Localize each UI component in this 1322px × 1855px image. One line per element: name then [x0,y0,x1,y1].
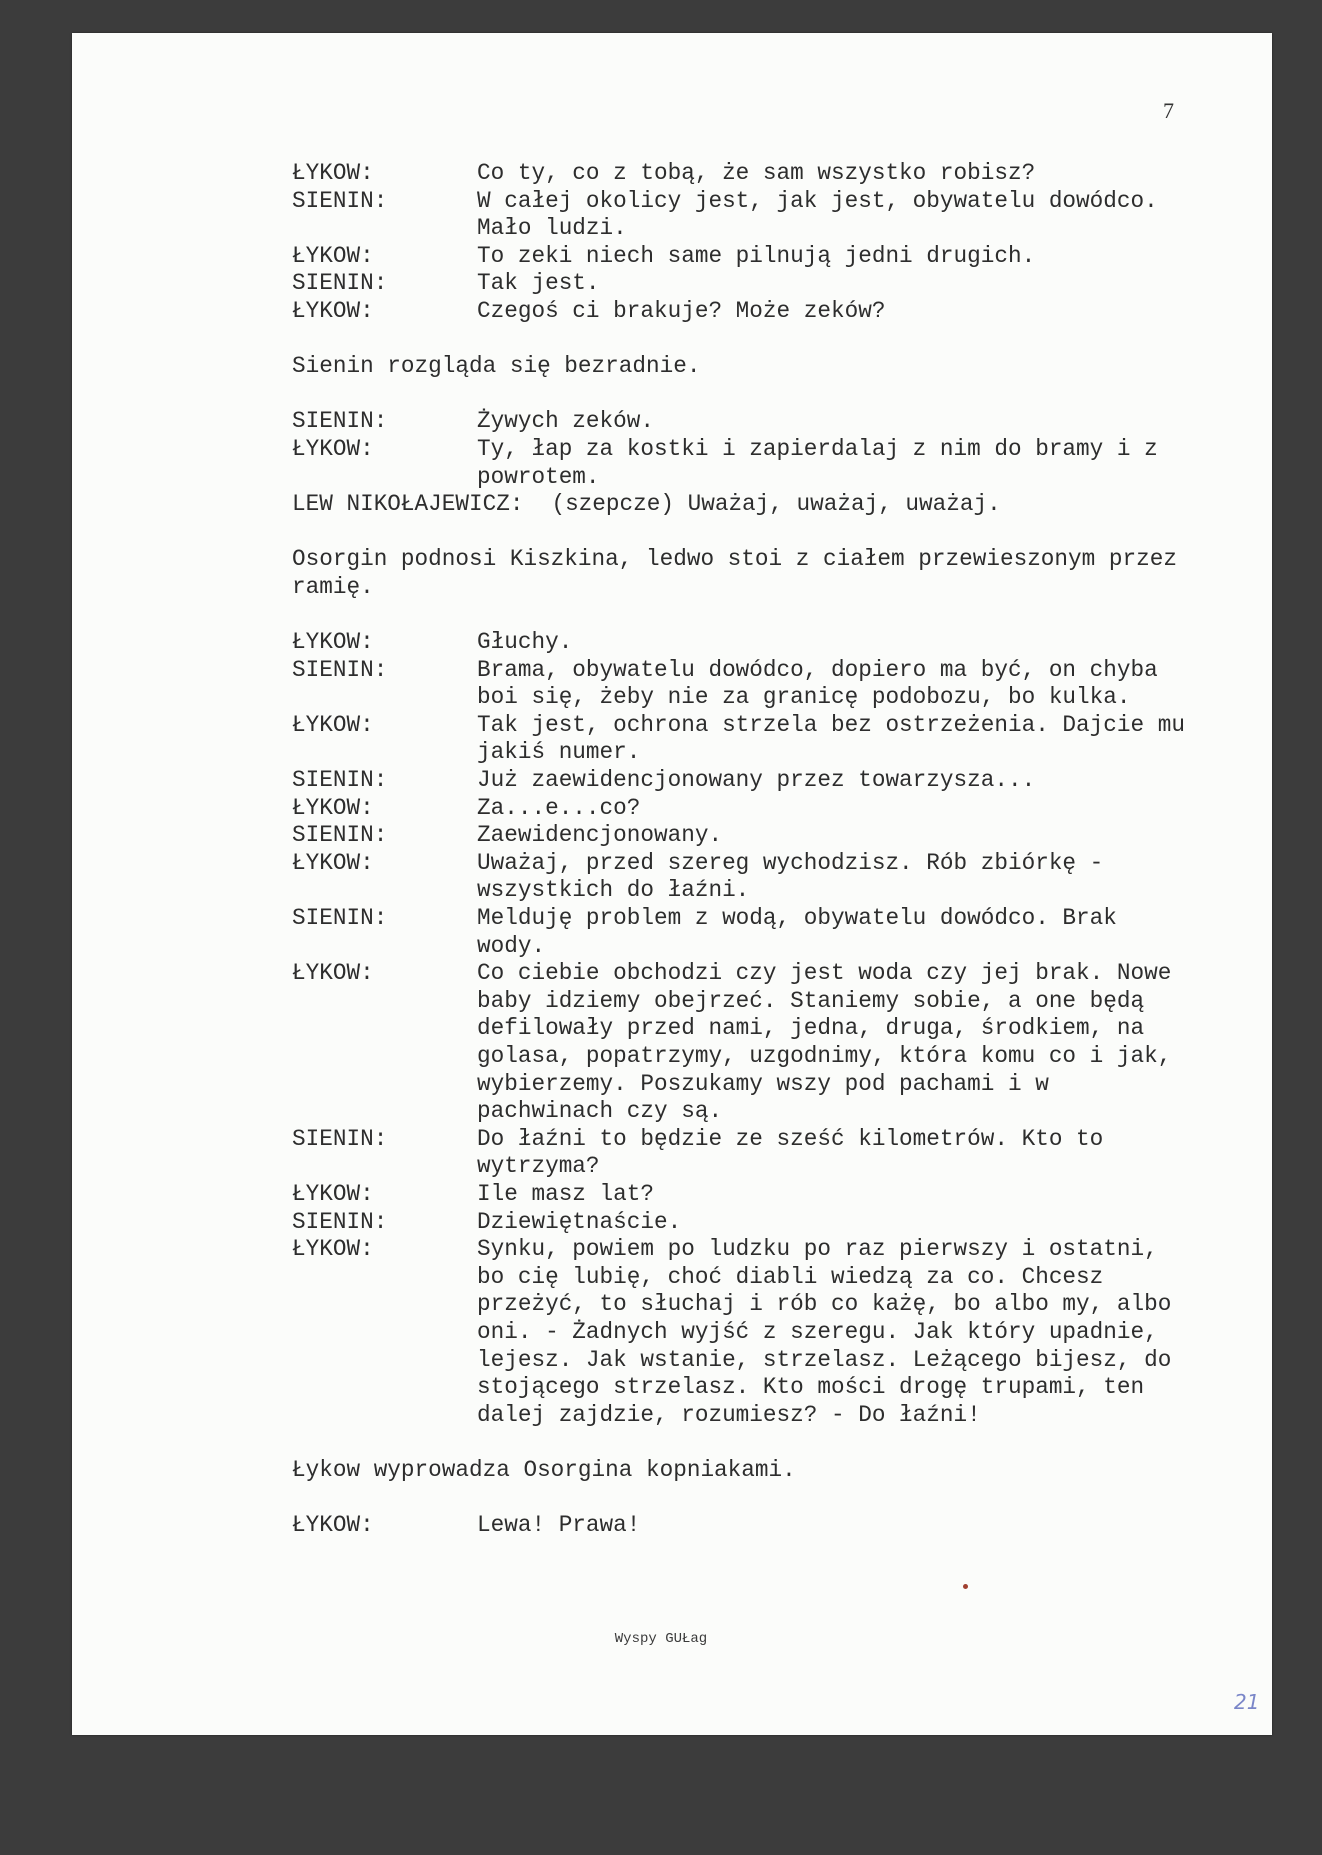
dialogue-line [292,1209,1192,1237]
dialogue-text: Już zaewidencjonowany przez towarzysza... [477,767,1036,794]
dialogue-line [292,822,1192,850]
blank-line [292,1485,1192,1513]
speaker-name: ŁYKOW: [292,297,374,324]
dialogue-line [292,850,1192,905]
dialogue-text: Czegoś ci brakuje? Może zeków? [477,297,886,324]
dialogue-text: Synku, powiem po ludzku po raz pierwszy i ostatni, bo cię lubię, choć diabli wiedzą za co. Chcesz przeżyć, to słuchaj i rób co każę, bo albo my, albo oni. - Żadnych wyjść z szeregu. Jak który upadnie, lejesz. Jak wstanie, strzelasz. Leżącego bijesz, do stojącego strzelasz. Kto mości drogę trupami, ten dalej zajdzie, rozumiesz? - Do łaźni! [477,1236,1172,1428]
dialogue-text: Uważaj, przed szereg wychodzisz. Rób zbiórkę - wszystkich do łaźni. [477,849,1104,904]
dialogue-text: W całej okolicy jest, jak jest, obywatelu dowódco. Mało ludzi. [477,187,1158,242]
page-number: 7 [1163,98,1174,123]
dialogue-text: Żywych zeków. [477,408,654,435]
speaker-name: ŁYKOW: [292,1236,374,1263]
stage-direction: Sienin rozgląda się bezradnie. [292,353,701,380]
dialogue-line [292,795,1192,823]
speaker-name: ŁYKOW: [292,160,374,186]
dialogue-line [292,657,1192,712]
speaker-name: SIENIN: [292,767,388,794]
speaker-name: ŁYKOW: [292,629,374,656]
dialogue-line [292,270,1192,298]
speaker-name: ŁYKOW: [292,435,374,462]
screenplay-text [292,160,1192,1540]
speaker-name: ŁYKOW: [292,242,374,269]
dialogue-text: Do łaźni to będzie ze sześć kilometrów. Kto to wytrzyma? [477,1125,1104,1180]
dialogue-text: Tak jest, ochrona strzela bez ostrzeżenia. Dajcie mu jakiś numer. [477,711,1185,766]
dialogue-line [292,491,1192,519]
dialogue-line [292,712,1192,767]
speaker-name: SIENIN: [292,822,388,849]
stage-direction: Osorgin podnosi Kiszkina, ledwo stoi z ciałem przewieszonym przez ramię. [292,546,1177,600]
speaker-name: SIENIN: [292,270,388,297]
dialogue-text: Głuchy. [477,629,573,656]
dialogue-line [292,1181,1192,1209]
dialogue-line [292,1236,1192,1429]
dialogue-line [292,905,1192,960]
dialogue-line [292,436,1192,491]
dialogue-text: (szepcze) Uważaj, uważaj, uważaj. [551,491,1001,518]
ink-speck [963,1584,968,1589]
speaker-name: SIENIN: [292,187,388,214]
dialogue-text: To zeki niech same pilnują jedni drugich. [477,242,1036,269]
speaker-name: SIENIN: [292,1208,388,1235]
blank-line [292,602,1192,630]
dialogue-text: Brama, obywatelu dowódco, dopiero ma być, on chyba boi się, żeby nie za granicę podobozu, bo kulka. [477,656,1158,711]
speaker-name: ŁYKOW: [292,1512,374,1539]
dialogue-text: Melduję problem z wodą, obywatelu dowódco. Brak wody. [477,905,1117,959]
dialogue-text: Za...e...co? [477,794,641,821]
dialogue-line [292,1512,1192,1540]
speaker-name: ŁYKOW: [292,711,374,738]
dialogue-line [292,243,1192,271]
blank-line [292,326,1192,354]
speaker-name: LEW NIKOŁAJEWICZ: [292,491,524,518]
page-footer: Wyspy GUŁag [614,1631,708,1647]
dialogue-line [292,629,1192,657]
speaker-name: SIENIN: [292,905,388,932]
blank-line [292,381,1192,409]
speaker-name: ŁYKOW: [292,849,374,876]
archive-number: 21 [1234,1690,1260,1714]
dialogue-text: Co ty, co z tobą, że sam wszystko robisz? [477,160,1036,186]
speaker-name: SIENIN: [292,656,388,683]
dialogue-line [292,160,1192,188]
speaker-name: SIENIN: [292,408,388,435]
blank-line [292,1429,1192,1457]
dialogue-text: Co ciebie obchodzi czy jest woda czy jej brak. Nowe baby idziemy obejrzeć. Staniemy sobie, a one będą defilowały przed nami, jedna, druga, środkiem, na golasa, popatrzymy, uzgodnimy, która komu co i jak, wybierzemy. Poszukamy wszy pod pachami i w pachwinach czy są. [477,960,1172,1125]
speaker-name: ŁYKOW: [292,960,374,987]
dialogue-line [292,298,1192,326]
dialogue-line [292,188,1192,243]
blank-line [292,519,1192,547]
dialogue-line [292,1126,1192,1181]
dialogue-text: Dziewiętnaście. [477,1208,682,1235]
dialogue-line [292,767,1192,795]
speaker-name: SIENIN: [292,1125,388,1152]
stage-direction: Łykow wyprowadza Osorgina kopniakami. [292,1456,796,1483]
dialogue-text: Ile masz lat? [477,1180,654,1207]
dialogue-line [292,960,1192,1126]
dialogue-text: Ty, łap za kostki i zapierdalaj z nim do bramy i z powrotem. [477,435,1158,490]
dialogue-text: Lewa! Prawa! [477,1512,641,1539]
dialogue-line [292,408,1192,436]
dialogue-text: Zaewidencjonowany. [477,822,723,849]
speaker-name: ŁYKOW: [292,794,374,821]
dialogue-text: Tak jest. [477,270,600,297]
speaker-name: ŁYKOW: [292,1180,374,1207]
